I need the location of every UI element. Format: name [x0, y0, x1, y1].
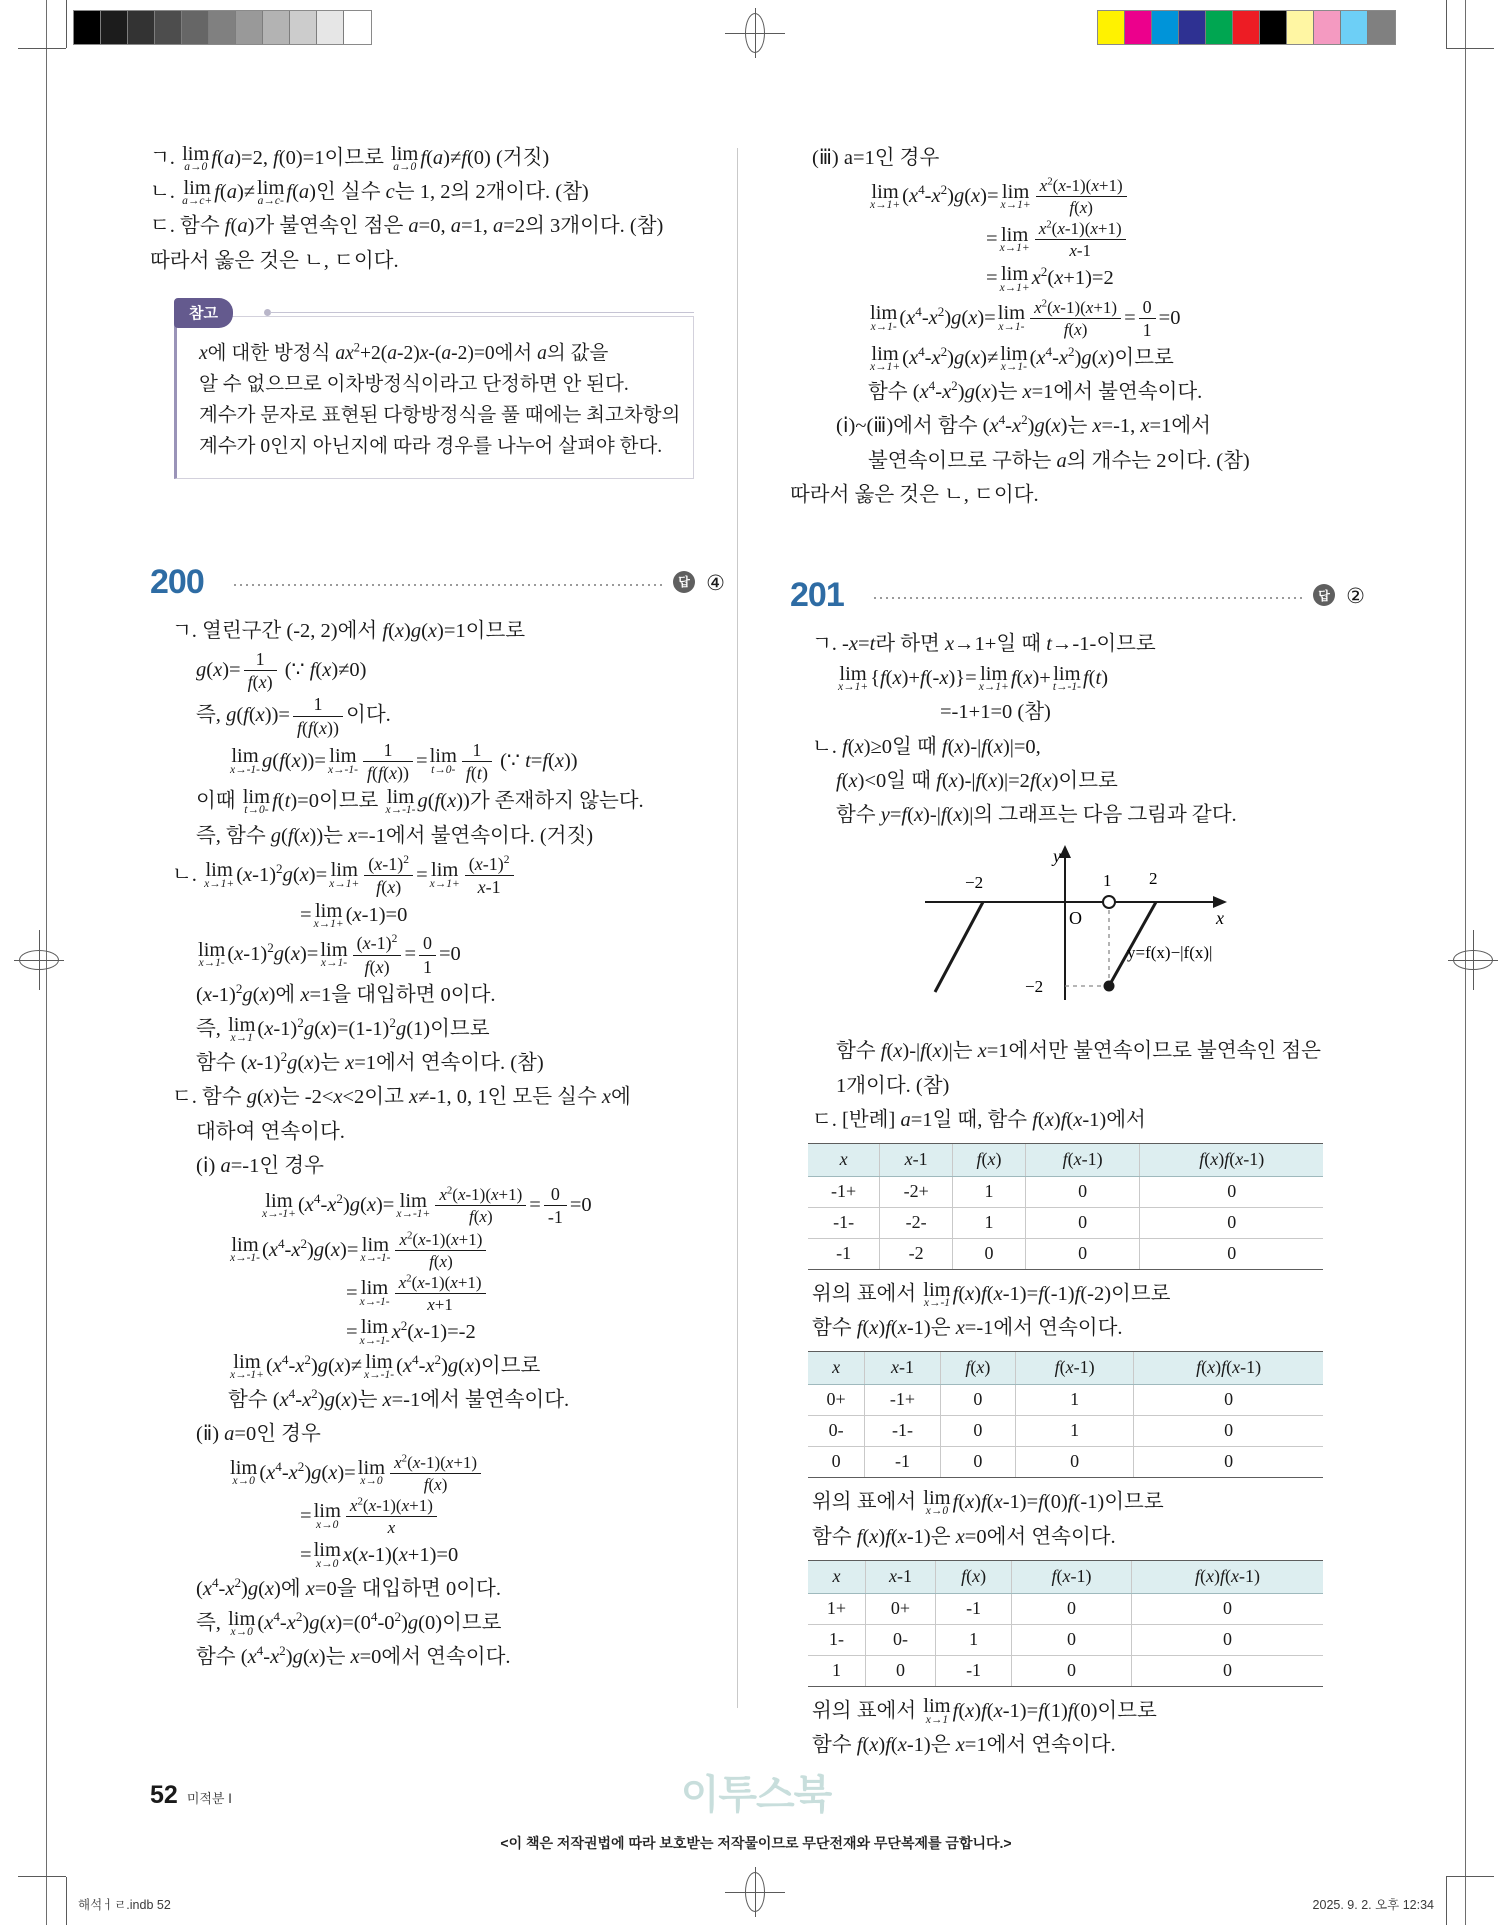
cell: 0 — [1025, 1238, 1140, 1269]
p201-line-5: f(x)<0일 때 f(x)-|f(x)|=2f(x)이므로 — [836, 769, 1118, 792]
note-line-2: 알 수 없으므로 이차방정식이라고 단정하면 안 된다. — [199, 374, 629, 396]
table-row — [808, 1655, 1323, 1686]
problem-201-header — [790, 576, 1365, 622]
statement-line-b: ㄴ. lim a→c+ f(a)≠ lim a→c- f(a)인 실수 c는 1, 2의 2개이다. (참) — [150, 176, 589, 208]
th-x: x — [808, 1143, 880, 1176]
table-2-caption-2: 함수 f(x)f(x-1)은 x=0에서 연속이다. — [812, 1525, 1116, 1548]
p200-line-21: 함수 $(x^4-x^2)g(x)$는 x=-1에서 불연속이다. — [228, 1386, 570, 1412]
cell: -2- — [880, 1207, 953, 1238]
problem-number-201: 201 — [790, 576, 844, 615]
problem-number-200: 200 — [150, 562, 204, 601]
p200-summary-line-1: (ⅰ)~(ⅲ)에서 함수 $(x^4-x^2)g(x)$는 x=-1, x=1에서 — [836, 412, 1211, 438]
left-column — [150, 142, 725, 1676]
p200-summary-line-2: 불연속이므로 구하는 a의 개수는 2이다. (참) — [868, 449, 1250, 472]
cell: -1+ — [865, 1385, 941, 1416]
cell: 1 — [936, 1624, 1012, 1655]
cell: -1 — [808, 1238, 880, 1269]
note-line-4: 계수가 0인지 아닌지에 따라 경우를 나누어 살펴야 한다. — [199, 436, 663, 458]
cell: 0 — [1134, 1416, 1323, 1447]
p200-conclusion: 따라서 옳은 것은 ㄴ, ㄷ이다. — [790, 483, 1039, 506]
cell: 0 — [1025, 1176, 1140, 1207]
p200-line-25: = lim x→0 x(x-1)(x+1)=0 — [300, 1539, 459, 1570]
cell: 0 — [1012, 1624, 1132, 1655]
graph-origin-label: O — [1068, 908, 1082, 929]
p200-line-23: lim x→0 $(x^4-x^2)g(x)=$ lim x→0 $\frac{x^2(x-1)(x+1)}{f(x)}$ — [150, 1453, 725, 1495]
table-row-group-1 — [808, 1143, 1323, 1270]
p200-line-3: 즉, g(f(x))= $\frac{1}{f(f(x))}$ 이다. — [196, 694, 391, 738]
graph-curve-label: y=f(x)−|f(x)| — [1126, 943, 1212, 963]
graph-tick-2: 2 — [1148, 869, 1157, 889]
p200-line-11: 즉, lim x→1 $(x-1)^2g(x)=(1-1)^2g(1)$이므로 — [196, 1013, 490, 1045]
print-slug-filename: 해석ㅓㄹ.indb 52 — [78, 1898, 171, 1912]
table-row — [808, 1238, 1323, 1269]
table-row — [808, 1176, 1323, 1207]
table-header-row — [808, 1352, 1323, 1385]
cell: 0 — [1134, 1385, 1323, 1416]
cell: 0 — [1012, 1593, 1132, 1624]
cell: -2+ — [880, 1176, 953, 1207]
cell: -1 — [936, 1655, 1012, 1686]
table-1-caption-2: 함수 f(x)f(x-1)은 x=-1에서 연속이다. — [812, 1317, 1123, 1340]
note-tab-label: 참고 — [174, 298, 233, 328]
color-calibration-strip — [1097, 10, 1396, 45]
graph-tick-1: 1 — [1102, 871, 1111, 891]
cell: 0 — [1131, 1593, 1323, 1624]
problem-200-leader-dots — [234, 584, 663, 586]
graph-tick-neg2-x: −2 — [964, 873, 983, 893]
th-fx-minus-1: f(x-1) — [1025, 1143, 1140, 1176]
table-2-caption-1: 위의 표에서 lim x→0 f(x)f(x-1)=f(0)f(-1)이므로 — [812, 1486, 1164, 1518]
p200-line-16: lim x→-1+ $(x^4-x^2)g(x)=$ lim x→-1+ $\frac{x^2(x-1)(x+1)}{f(x)}$ = $\frac{0}{-1}$ =0 — [262, 1184, 592, 1228]
note-body — [174, 316, 694, 479]
th-x-minus-1: x-1 — [865, 1560, 935, 1593]
p200-case3-line-3: = lim x→1+ $x^2(x+1)=2$ — [986, 263, 1114, 294]
cell: 0 — [1140, 1238, 1323, 1269]
cell: 0 — [1025, 1207, 1140, 1238]
table-row — [808, 1385, 1323, 1416]
problem-200-header — [150, 563, 725, 609]
note-box — [174, 298, 694, 479]
p200-line-7: ㄴ. lim x→1+ $(x-1)^2g(x)=$ lim x→1+ $\frac{(x-1)^2}{f(x)}$ = lim x→1+ $\frac{(x-1)^2}{x-1}$ — [150, 854, 725, 898]
th-product: f(x)f(x-1) — [1140, 1143, 1323, 1176]
p200-case3-line-2: = lim x→1+ $\frac{x^2(x-1)(x+1)}{x-1}$ — [790, 219, 1365, 261]
p200-line-10: $(x-1)^2g(x)$에 x=1을 대입하면 0이다. — [196, 981, 496, 1006]
cell: 0 — [1140, 1176, 1323, 1207]
right-column — [790, 142, 1365, 1763]
registration-mark-top — [725, 8, 785, 58]
p200-case3-header: (ⅲ) a=1인 경우 — [812, 147, 940, 169]
th-x: x — [808, 1560, 865, 1593]
graph-x-label: x — [1215, 908, 1224, 929]
cell: 1 — [1015, 1416, 1133, 1447]
cell: 0 — [1134, 1447, 1323, 1478]
table-row — [808, 1207, 1323, 1238]
p200-line-2: g(x)= $\frac{1}{f(x)}$ (∵ f(x)≠0) — [196, 648, 367, 693]
p200-line-20: lim x→-1+ $(x^4-x^2)g(x)\ne$ lim x→-1- $(x^4-x^2)g(x)$이므로 — [230, 1350, 541, 1382]
cell: 0 — [1131, 1655, 1323, 1686]
cell: -1- — [865, 1416, 941, 1447]
book-subject: 미적분 Ⅰ — [186, 1791, 232, 1806]
note-line-3: 계수가 문자로 표현된 다항방정식을 풀 때에는 최고차항의 — [199, 405, 681, 427]
cell: 0 — [808, 1447, 865, 1478]
p200-line-4: lim x→-1- g(f(x))= lim x→-1- $\frac{1}{f(f(x))}$ = lim t→0- $\frac{1}{f(t)}$ (∵ t=f(x)) — [230, 739, 578, 784]
p200-case3-line-5: lim x→1+ $(x^4-x^2)g(x)\ne$ lim x→1- $(x^4-x^2)g(x)$이므로 — [870, 342, 1174, 374]
table-row — [808, 1447, 1323, 1478]
table-row — [808, 1624, 1323, 1655]
p200-line-9: lim x→1- $(x-1)^2g(x)=$ lim x→1- $\frac{(x-1)^2}{f(x)}$ = $\frac{0}{1}$ =0 — [198, 933, 461, 977]
p200-line-1: ㄱ. 열린구간 (-2, 2)에서 f(x)g(x)=1이므로 — [172, 619, 526, 642]
p200-line-18: = lim x→-1- $\frac{x^2(x-1)(x+1)}{x+1}$ — [150, 1273, 725, 1315]
p200-line-27: 즉, lim x→0 $(x^4-x^2)g(x)=(0^4-0^2)g(0)$이므로 — [196, 1607, 502, 1639]
copyright-notice: <이 책은 저작권법에 따라 보호받는 저작물이므로 무단전재와 무단복제를 금합니다.> — [500, 1835, 1012, 1851]
cell: 0+ — [808, 1385, 865, 1416]
p200-case3-line-1: lim x→1+ $(x^4-x^2)g(x)=$ lim x→1+ $\frac{x^2(x-1)(x+1)}{f(x)}$ — [790, 176, 1365, 218]
graph-tick-neg2-y: −2 — [1024, 977, 1043, 997]
cell: 0 — [1140, 1207, 1323, 1238]
cell: -1- — [808, 1207, 880, 1238]
table-1-caption-1: 위의 표에서 lim x→-1 f(x)f(x-1)=f(-1)f(-2)이므로 — [812, 1278, 1171, 1310]
cell: 0 — [940, 1416, 1015, 1447]
p201-line-4: ㄴ. f(x)≥0일 때 f(x)-|f(x)|=0, — [812, 735, 1041, 758]
column-divider — [737, 148, 738, 1708]
registration-mark-left — [14, 930, 64, 990]
cell: -1 — [865, 1447, 941, 1478]
th-fx-minus-1: f(x-1) — [1015, 1352, 1133, 1385]
table-row — [808, 1593, 1323, 1624]
print-slug-timestamp: 2025. 9. 2. 오후 12:34 — [1312, 1898, 1434, 1912]
graph-figure — [790, 840, 1365, 1025]
statement-conclusion: 따라서 옳은 것은 ㄴ, ㄷ이다. — [150, 249, 399, 272]
p200-line-24: = lim x→0 $\frac{x^2(x-1)(x+1)}{x}$ — [150, 1496, 725, 1538]
th-product: f(x)f(x-1) — [1131, 1560, 1323, 1593]
note-line-1: x에 대한 방정식 $ax^2+2(a-2)x-(a-2)=0$에서 a의 값을 — [199, 340, 609, 364]
p200-case3-line-4: lim x→1- $(x^4-x^2)g(x)=$ lim x→1- $\frac{x^2(x-1)(x+1)}{f(x)}$ = $\frac{0}{1}$ =0 — [870, 296, 1181, 340]
th-fx-minus-1: f(x-1) — [1012, 1560, 1132, 1593]
table-3-caption-2: 함수 f(x)f(x-1)은 x=1에서 연속이다. — [812, 1733, 1116, 1756]
publisher-watermark: 이투스북 — [680, 1773, 832, 1817]
cell: 0 — [953, 1238, 1026, 1269]
p200-line-13: ㄷ. 함수 g(x)는 -2<x<2이고 x≠-1, 0, 1인 모든 실수 x에 — [172, 1086, 631, 1109]
note-connector-line — [270, 312, 694, 313]
cell: -2 — [880, 1238, 953, 1269]
p201-line-2: lim x→1+ {f(x)+f(-x)}= lim x→1+ f(x)+ lim t→-1- f(t) — [838, 662, 1109, 694]
p200-line-17: lim x→-1- $(x^4-x^2)g(x)=$ lim x→-1- $\frac{x^2(x-1)(x+1)}{f(x)}$ — [150, 1230, 725, 1272]
cell: 1 — [808, 1655, 865, 1686]
th-x-minus-1: x-1 — [865, 1352, 941, 1385]
registration-mark-bottom — [725, 1867, 785, 1917]
cell: 1 — [1015, 1385, 1133, 1416]
p201-line-7: 함수 f(x)-|f(x)|는 x=1에서만 불연속이므로 불연속인 점은 — [836, 1040, 1321, 1063]
problem-201-leader-dots — [874, 597, 1303, 599]
p200-line-15: (ⅰ) a=-1인 경우 — [196, 1154, 324, 1177]
p200-line-8: = lim x→1+ (x-1)=0 — [300, 899, 408, 931]
statement-line-a: ㄱ. lim a→0 f(a)=2, f(0)=1이므로 lim a→0 f(a)≠f(0) (거짓) — [150, 142, 550, 174]
th-x: x — [808, 1352, 865, 1385]
th-fx: f(x) — [953, 1143, 1026, 1176]
p200-line-28: 함수 $(x^4-x^2)g(x)$는 x=0에서 연속이다. — [196, 1643, 511, 1669]
table-row-group-3 — [808, 1560, 1323, 1687]
page-number: 52 — [150, 1781, 178, 1809]
p200-line-12: 함수 $(x-1)^2g(x)$는 x=1에서 연속이다. (참) — [196, 1049, 544, 1075]
th-product: f(x)f(x-1) — [1134, 1352, 1323, 1385]
table-row — [808, 1416, 1323, 1447]
th-fx: f(x) — [940, 1352, 1015, 1385]
p201-line-9: ㄷ. [반례] a=1일 때, 함수 f(x)f(x-1)에서 — [812, 1108, 1146, 1131]
graph-svg — [913, 840, 1243, 1025]
cell: 0 — [940, 1385, 1015, 1416]
cell: -1+ — [808, 1176, 880, 1207]
table-row-group-2 — [808, 1351, 1323, 1478]
answer-value-201: ② — [1346, 584, 1365, 609]
answer-value-200: ④ — [706, 570, 725, 595]
cell: 0 — [1131, 1624, 1323, 1655]
p201-line-3: =-1+1=0 (참) — [940, 701, 1051, 724]
cell: 1- — [808, 1624, 865, 1655]
gray-calibration-strip — [73, 10, 372, 45]
p201-line-6: 함수 y=f(x)-|f(x)|의 그래프는 다음 그림과 같다. — [836, 804, 1237, 827]
p200-case3-line-6: 함수 $(x^4-x^2)g(x)$는 x=1에서 불연속이다. — [868, 378, 1203, 404]
p200-line-22: (ⅱ) a=0인 경우 — [196, 1423, 321, 1446]
cell: 0 — [1015, 1447, 1133, 1478]
cell: 0 — [940, 1447, 1015, 1478]
cell: 0 — [1012, 1655, 1132, 1686]
cell: 0- — [865, 1624, 935, 1655]
registration-mark-right — [1448, 930, 1498, 990]
graph-y-label: y — [1052, 846, 1061, 867]
cell: -1 — [936, 1593, 1012, 1624]
cell: 1+ — [808, 1593, 865, 1624]
p200-line-26: $(x^4-x^2)g(x)$에 x=0을 대입하면 0이다. — [196, 1575, 501, 1600]
answer-badge-icon-200: 답 — [673, 571, 695, 593]
cell: 0 — [865, 1655, 935, 1686]
table-header-row — [808, 1143, 1323, 1176]
p201-line-1: ㄱ. -x=t라 하면 x→1+일 때 t→-1-이므로 — [812, 633, 1156, 656]
cell: 1 — [953, 1207, 1026, 1238]
p200-line-19: = lim x→-1- $x^2(x-1)=-2$ — [346, 1316, 476, 1347]
statement-line-c: ㄷ. 함수 f(a)가 불연속인 점은 a=0, a=1, a=2의 3개이다. (참) — [150, 215, 664, 238]
cell: 1 — [953, 1176, 1026, 1207]
cell: 0- — [808, 1416, 865, 1447]
table-header-row — [808, 1560, 1323, 1593]
answer-badge-icon-201: 답 — [1313, 584, 1335, 606]
p201-line-8: 1개이다. (참) — [836, 1074, 950, 1097]
cell: 0+ — [865, 1593, 935, 1624]
table-3-caption-1: 위의 표에서 lim x→1 f(x)f(x-1)=f(1)f(0)이므로 — [812, 1695, 1157, 1726]
p200-line-5: 이때 lim t→0- f(t)=0이므로 lim x→-1- g(f(x))가 존재하지 않는다. — [196, 785, 644, 817]
th-fx: f(x) — [936, 1560, 1012, 1593]
p200-line-6: 즉, 함수 g(f(x))는 x=-1에서 불연속이다. (거짓) — [196, 824, 594, 847]
th-x-minus-1: x-1 — [880, 1143, 953, 1176]
p200-line-14: 대하여 연속이다. — [196, 1120, 345, 1143]
